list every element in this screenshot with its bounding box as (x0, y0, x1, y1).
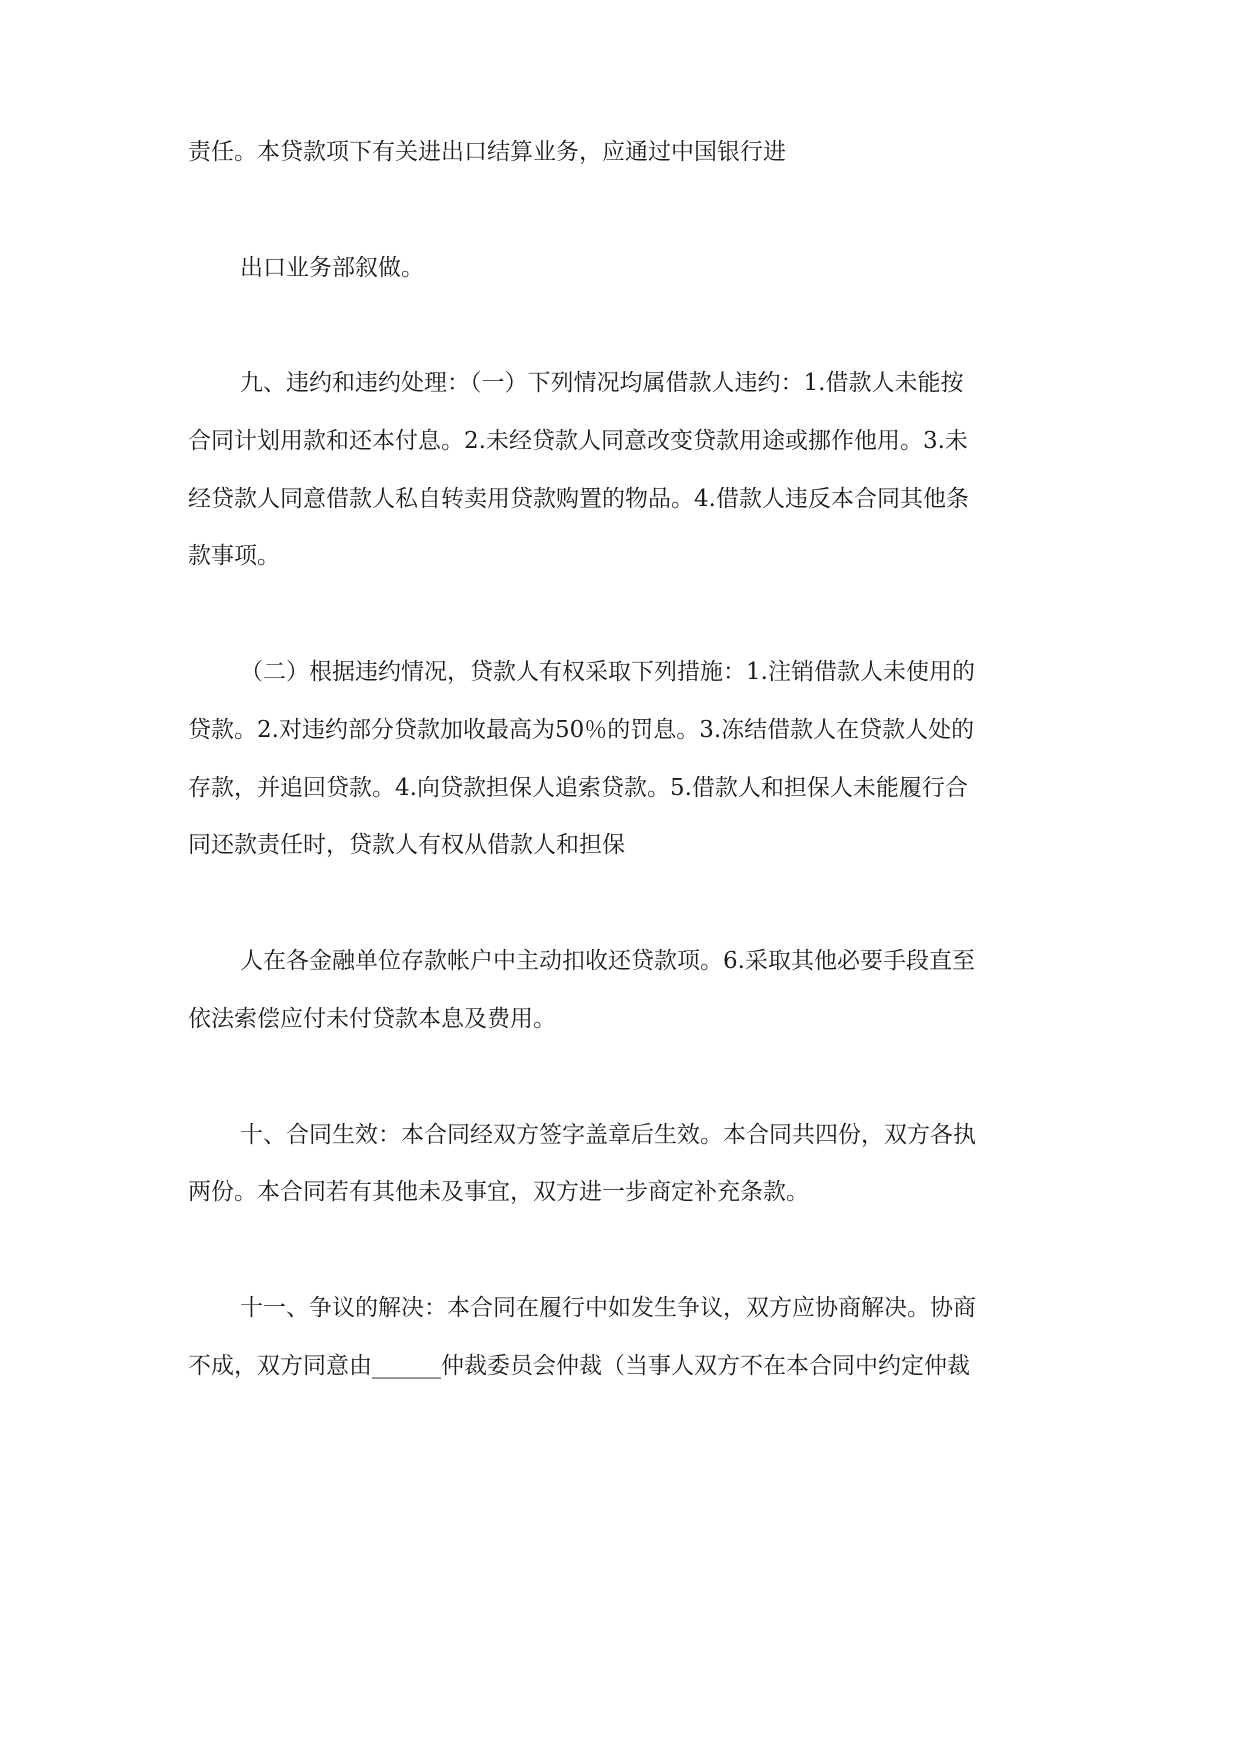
text-line: 贷款。2.对违约部分贷款加收最高为50％的罚息。3.冻结借款人在贷款人处的 (188, 717, 975, 743)
text-line: 同还款责任时，贷款人有权从借款人和担保 (188, 832, 625, 858)
text-line: 两份。本合同若有其他未及事宜，双方进一步商定补充条款。 (188, 1179, 809, 1205)
section-eleven-heading-line: 十一、争议的解决：本合同在履行中如发生争议，双方应协商解决。协商 (240, 1295, 976, 1321)
text-line: 款事项。 (188, 543, 280, 569)
subsection-two-line: （二）根据违约情况，贷款人有权采取下列措施：1.注销借款人未使用的 (240, 659, 975, 685)
section-ten-heading-line: 十、合同生效：本合同经双方签字盖章后生效。本合同共四份，双方各执 (240, 1122, 976, 1148)
text-line: 责任。本贷款项下有关进出口结算业务，应通过中国银行进 (188, 139, 786, 165)
text-line: 经贷款人同意借款人私自转卖用贷款购置的物品。4.借款人违反本合同其他条 (188, 486, 969, 512)
text-line: 人在各金融单位存款帐户中主动扣收还贷款项。6.采取其他必要手段直至 (240, 948, 975, 974)
text-line: 合同计划用款和还本付息。2.未经贷款人同意改变贷款用途或挪作他用。3.未 (188, 428, 968, 454)
text-line: 存款，并追回贷款。4.向贷款担保人追索贷款。5.借款人和担保人未能履行合 (188, 775, 968, 801)
text-line: 依法索偿应付未付贷款本息及费用。 (188, 1006, 556, 1032)
text-line: 不成，双方同意由______仲裁委员会仲裁（当事人双方不在本合同中约定仲裁 (188, 1353, 970, 1379)
text-line: 出口业务部叙做。 (240, 255, 424, 281)
section-nine-heading-line: 九、违约和违约处理：（一）下列情况均属借款人违约：1.借款人未能按 (240, 370, 964, 396)
